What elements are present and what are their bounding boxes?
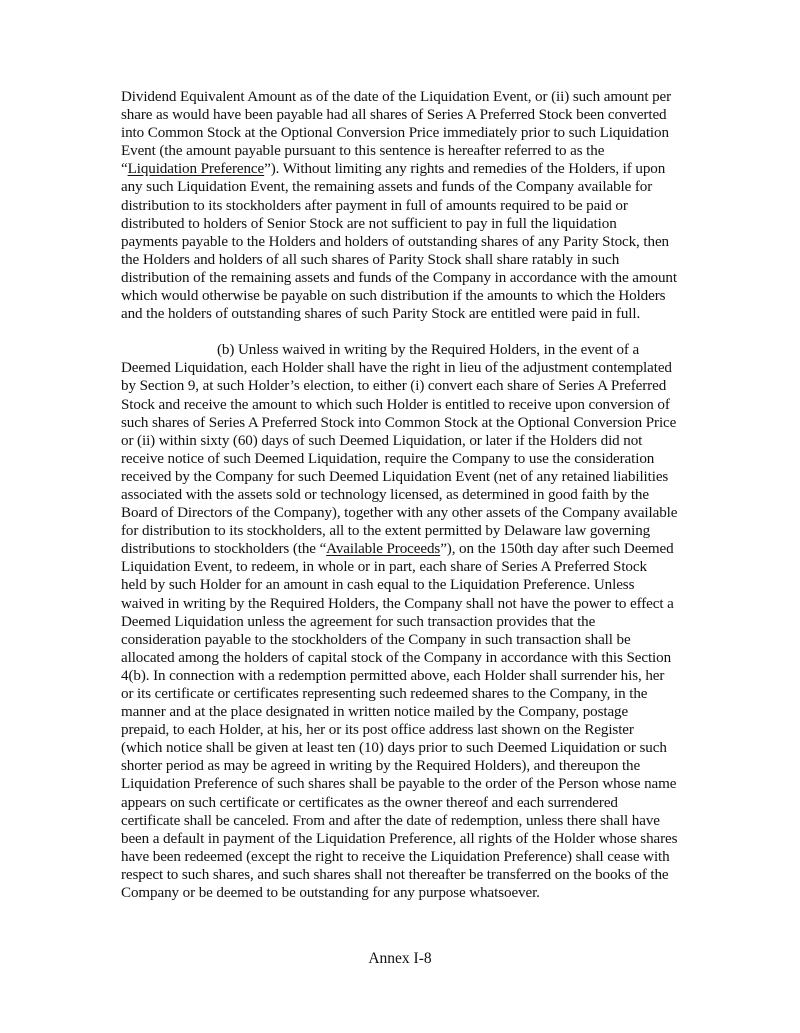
text-line: receive notice of such Deemed Liquidation, require the Company to use the consideration (121, 450, 655, 467)
text-segment: ”), on the 150th day after such Deemed (440, 541, 674, 558)
text-line: or its certificate or certificates representing such redeemed shares to the Company, in the (121, 686, 648, 702)
text-line: share as would have been payable had all shares of Series A Preferred Stock been converted (121, 107, 667, 124)
text-line: which would otherwise be payable on such distribution if the amounts to which the Holders (121, 288, 666, 305)
text-line: Liquidation Preference of such shares shall be payable to the order of the Person whose name (121, 776, 677, 793)
text-line: waived in writing by the Required Holders, the Company shall not have the power to effect a (121, 595, 674, 612)
text-line: received by the Company for such Deemed Liquidation Event (net of any retained liabilities (121, 468, 669, 485)
text-line: the Holders and holders of all such shares of Parity Stock shall share ratably in such (121, 251, 620, 268)
text-line: Stock and receive the amount to which such Holder is entitled to receive upon conversion of (121, 396, 670, 413)
text-line (121, 540, 722, 558)
text-line: Company or be deemed to be outstanding for any purpose whatsoever. (121, 885, 540, 902)
text-line: distribution to its stockholders after payment in full of amounts required to be paid or (121, 197, 628, 214)
text-line: consideration payable to the stockholders of the Company in such transaction shall be (121, 631, 631, 648)
paragraph-b (121, 341, 722, 902)
text-line: payments payable to the Holders and holders of outstanding shares of any Parity Stock, then (121, 233, 669, 250)
defined-term-liquidation-preference: Liquidation Preference (127, 161, 265, 178)
text-line: by Section 9, at such Holder’s election, to either (i) convert each share of Series A Preferred (121, 378, 667, 395)
text-line: distributed to holders of Senior Stock are not sufficient to pay in full the liquidation (121, 215, 617, 232)
text-line: Board of Directors of the Company), together with any other assets of the Company available (121, 505, 678, 522)
text-line: appears on such certificate or certificates as the owner thereof and each surrendered (121, 794, 618, 811)
text-line (121, 160, 722, 178)
text-line: associated with the assets sold or technology licensed, as determined in good faith by the (121, 486, 649, 503)
text-line: respect to such shares, and such shares shall not thereafter be transferred on the books of the (121, 866, 669, 883)
text-line: have been redeemed (except the right to receive the Liquidation Preference) shall cease with (121, 848, 670, 865)
defined-term-available-proceeds: Available Proceeds (326, 541, 441, 558)
text-line: Dividend Equivalent Amount as of the date of the Liquidation Event, or (ii) such amount per (121, 89, 672, 105)
text-line: any such Liquidation Event, the remaining assets and funds of the Company available for (121, 179, 653, 196)
text-segment: ”). Without limiting any rights and remedies of the Holders, if upon (264, 161, 666, 178)
text-line: held by such Holder for an amount in cash equal to the Liquidation Preference. Unless (121, 577, 635, 594)
text-line: for distribution to its stockholders, all to the extent permitted by Delaware law governing (121, 523, 651, 540)
text-line: or (ii) within sixty (60) days of such Deemed Liquidation, or later if the Holders did not (121, 432, 643, 449)
text-line: been a default in payment of the Liquidation Preference, all rights of the Holder whose shares (121, 830, 678, 847)
text-line: Deemed Liquidation unless the agreement for such transaction provides that the (121, 613, 596, 630)
document-body (121, 88, 722, 902)
paragraph-a (121, 88, 722, 323)
text-line (121, 341, 722, 359)
text-line: Liquidation Event, to redeem, in whole or in part, each share of Series A Preferred Stock (121, 559, 647, 576)
text-line: Event (the amount payable pursuant to this sentence is hereafter referred to as the (121, 143, 605, 160)
text-line: shorter period as may be agreed in writing by the Required Holders), and thereupon the (121, 758, 641, 775)
text-line: Deemed Liquidation, each Holder shall have the right in lieu of the adjustment contemplated (121, 360, 672, 377)
text-line: and the holders of outstanding shares of such Parity Stock are entitled were paid in full. (121, 306, 641, 323)
page-footer: Annex I-8 (368, 950, 432, 967)
text-segment: (b) Unless waived in writing by the Required Holders, in the event of a (217, 342, 640, 359)
text-line: prepaid, to each Holder, at his, her or its post office address last shown on the Register (121, 722, 634, 739)
quote-mark: “ (121, 161, 128, 178)
text-line: such shares of Series A Preferred Stock into Common Stock at the Optional Conversion Price (121, 414, 677, 431)
text-line: manner and at the place designated in written notice mailed by the Company, postage (121, 704, 629, 721)
text-line: (which notice shall be given at least ten (10) days prior to such Deemed Liquidation or such (121, 740, 667, 757)
text-line: distribution of the remaining assets and funds of the Company in accordance with the amount (121, 269, 677, 286)
text-line: into Common Stock at the Optional Conversion Price immediately prior to such Liquidation (121, 125, 669, 142)
text-line: allocated among the holders of capital stock of the Company in accordance with this Section (121, 649, 672, 666)
text-line: certificate shall be canceled. From and after the date of redemption, unless there shall have (121, 812, 660, 829)
text-segment: distributions to stockholders (the “ (121, 541, 327, 558)
text-line: 4(b). In connection with a redemption permitted above, each Holder shall surrender his, her (121, 667, 665, 684)
